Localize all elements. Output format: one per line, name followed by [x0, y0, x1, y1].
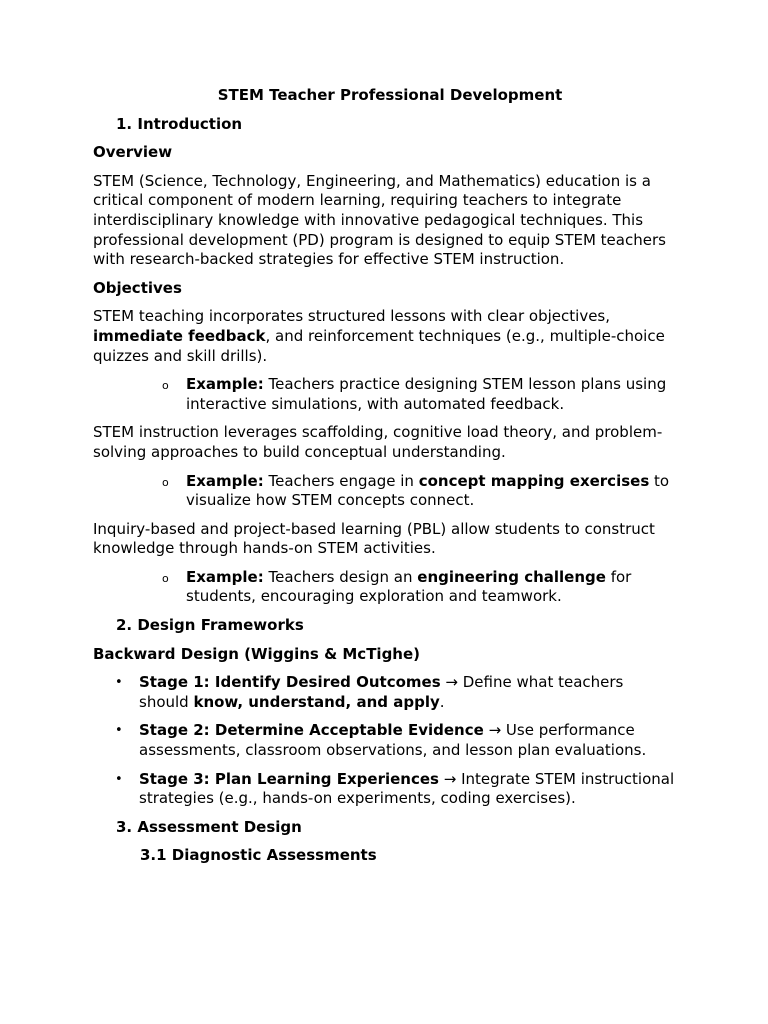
backward-design-heading: Backward Design (Wiggins & McTighe)	[93, 644, 421, 663]
circle-bullet-icon: o	[162, 379, 169, 393]
text-run: Teachers design an	[263, 567, 418, 586]
objective-paragraph-3: Inquiry-based and project-based learning (PBL) allow students to construct knowledge through hands-on STEM activities.	[93, 519, 655, 558]
circle-bullet-icon: o	[162, 475, 169, 489]
text-run: to visualize how STEM concepts connect.	[186, 471, 670, 510]
bullet-icon: •	[115, 771, 123, 787]
objective-paragraph-1	[93, 307, 675, 366]
example-label: Example:	[186, 375, 264, 394]
circle-bullet-icon: o	[162, 571, 169, 585]
document-title: STEM Teacher Professional Development	[217, 86, 563, 104]
text-run: → Define what teachers should	[139, 673, 624, 711]
text-run: Teachers engage in	[263, 471, 419, 490]
text-run: → Use performance assessments, classroom observations, and lesson plan evaluations.	[139, 721, 647, 760]
example-item-1	[93, 375, 675, 414]
objective-paragraph-2: STEM instruction leverages scaffolding, cognitive load theory, and problem-solving approaches to build conceptual understanding.	[93, 423, 663, 461]
stage-item-2	[93, 721, 675, 760]
objectives-heading: Objectives	[93, 278, 182, 297]
overview-paragraph: STEM (Science, Technology, Engineering, and Mathematics) education is a critical component of modern learning, requiring teachers to integrate interdisciplinary knowledge with innovative pedagogical techniques. This professional development (PD) program is designed to equip STEM teachers with research-backed strategies for effective STEM instruction.	[93, 171, 666, 269]
text-run: → Integrate STEM instructional strategies (e.g., hands-on experiments, coding exercises).	[139, 769, 675, 808]
text-run: Teachers practice designing STEM lesson plans using interactive simulations, with automated feedback.	[186, 375, 667, 413]
stage-item-1	[93, 673, 675, 712]
section-heading-introduction: 1. Introduction	[116, 114, 243, 133]
bold-text-run: know, understand, and apply	[193, 692, 440, 711]
section-heading-design-frameworks: 2. Design Frameworks	[116, 616, 304, 635]
example-item-3	[93, 568, 675, 607]
overview-heading: Overview	[93, 143, 173, 162]
bullet-icon: •	[115, 723, 123, 739]
bold-text-run: concept mapping exercises	[418, 471, 650, 490]
stage-label: Stage 1: Identify Desired Outcomes	[139, 673, 441, 692]
bold-text-run: engineering challenge	[417, 567, 606, 586]
text-run: STEM teaching incorporates structured lessons with clear objectives,	[93, 307, 611, 326]
example-label: Example:	[186, 567, 264, 586]
stage-label: Stage 2: Determine Acceptable Evidence	[139, 721, 484, 740]
example-label: Example:	[186, 471, 264, 490]
bold-text-run: immediate feedback	[93, 326, 266, 345]
text-run: for students, encouraging exploration and teamwork.	[186, 567, 632, 606]
stage-label: Stage 3: Plan Learning Experiences	[139, 769, 439, 788]
text-run: , and reinforcement techniques (e.g., multiple-choice quizzes and skill drills).	[93, 326, 665, 365]
bullet-icon: •	[115, 675, 123, 691]
stage-item-3	[93, 770, 675, 809]
section-heading-assessment-design: 3. Assessment Design	[116, 817, 302, 836]
example-item-2	[93, 472, 675, 511]
text-run: .	[439, 692, 445, 711]
subsection-heading-diagnostic: 3.1 Diagnostic Assessments	[140, 846, 377, 865]
